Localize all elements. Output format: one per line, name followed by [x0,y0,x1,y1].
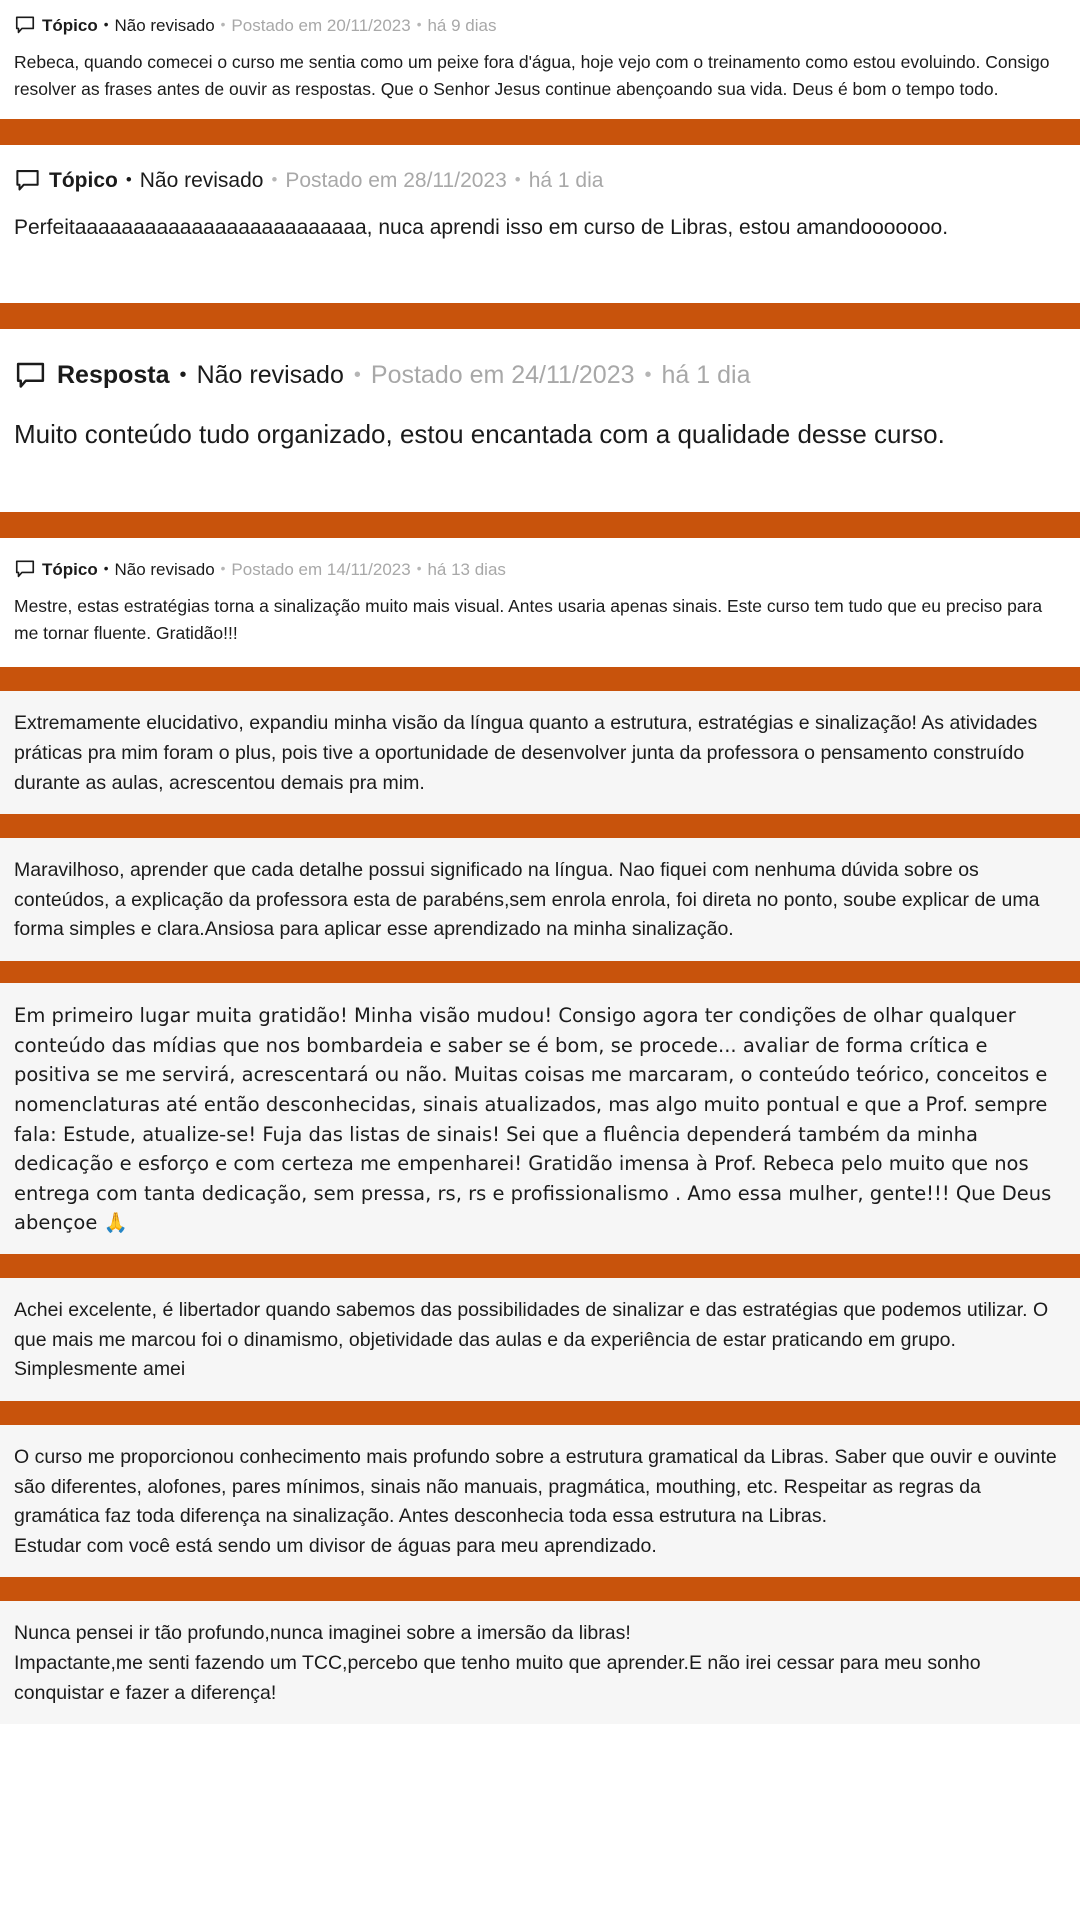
testimonial-item [0,1278,1080,1401]
testimonial-item [0,838,1080,961]
separator-dot: • [353,364,361,387]
testimonial-line: Em primeiro lugar muita gratidão! Minha visão mudou! Consigo agora ter condições de olhar qualquer conteúdo das mídias que nos bombardeia e saber se é bom, se procede... avaliar de forma crítica e positiva se me servirá, acrescentará ou não. Muitas coisas me marcaram, o conteúdo teórico, conceitos e nomenclaturas até então desconhecidas, sinais atualizados, mas algo muito pontual e que a Prof. sempre fala: Estude, atualize-se! Fuja das listas de sinais! Sei que a fluência dependerá também da minha dedicação e esforço e com certeza me empenharei! Gratidão imensa à Prof. Rebeca pelo muito que nos entrega com tanta dedicação, sem pressa, rs, rs e profissionalismo . Amo essa mulher, gente!!! Que Deus abençoe 🙏 [14,1004,1052,1235]
testimonial-line: O curso me proporcionou conhecimento mais profundo sobre a estrutura gramatical da Libras. Saber que ouvir e ouvinte são diferentes, alofones, pares mínimos, sinais não manuais, pragmática, mouthing, etc. Respeitar as regras da gramática faz toda diferença na sinalização. Antes desconhecia toda essa estrutura na Libras. [14,1445,1057,1528]
post-status: Não revisado [114,15,215,35]
divider-band [0,667,1080,691]
post-status: Não revisado [196,360,344,389]
separator-dot: • [220,561,226,577]
testimonial-line: Extremamente elucidativo, expandiu minha visão da língua quanto a estrutura, estratégias e sinalização! As atividades práticas pra mim foram o plus, pois tive a oportunidade de desenvolver junta da professora o pensamento construído durante as aulas, acrescentou demais pra mim. [14,712,1038,794]
separator-dot: • [179,364,187,387]
testimonial-line: Nunca pensei ir tão profundo,nunca imaginei sobre a imersão da libras! [14,1622,631,1645]
post-body: Perfeitaaaaaaaaaaaaaaaaaaaaaaaaa, nuca aprendi isso em curso de Libras, estou amandooooooo. [14,216,949,240]
post-kind: Tópico [42,15,98,35]
post-date: Postado em 28/11/2023 [285,169,507,193]
post-relative-time: há 1 dia [661,360,751,389]
post-date: Postado em 20/11/2023 [231,15,411,35]
post-meta [14,14,1066,36]
divider-band [0,119,1080,145]
post-meta [14,359,1066,392]
post-body: Muito conteúdo tudo organizado, estou encantada com a qualidade desse curso. [14,418,945,449]
separator-dot: • [271,170,278,190]
separator-dot: • [103,561,109,577]
divider-band [0,1401,1080,1425]
post-relative-time: há 1 dia [528,169,604,193]
post-body: Mestre, estas estratégias torna a sinalização muito mais visual. Antes usaria apenas sinais. Este curso tem tudo que eu preciso para me tornar fluente. Gratidão!!! [14,596,1043,644]
testimonial-item [0,1425,1080,1578]
post-relative-time: há 9 dias [427,15,497,35]
post-date: Postado em 24/11/2023 [370,360,635,389]
speech-bubble-icon [14,14,36,36]
post-item [0,329,1080,490]
separator-dot: • [416,17,422,33]
post-kind: Tópico [42,559,98,579]
testimonial-line: Impactante,me senti fazendo um TCC,percebo que tenho muito que aprender.E não irei cessar para meu sonho conquistar e fazer a diferença! [14,1652,981,1704]
separator-dot: • [103,17,109,33]
testimonial-line: Maravilhoso, aprender que cada detalhe possui significado na língua. Nao fiquei com nenhuma dúvida sobre os conteúdos, a explicação da professora esta de parabéns,sem enrola enrola, foi direta no ponto, soube explicar de uma forma simples e clara.Ansiosa para aplicar esse aprendizado na minha sinalização. [14,859,1040,941]
speech-bubble-icon [14,359,47,392]
divider-band [0,512,1080,538]
separator-dot: • [125,170,132,190]
post-item [0,0,1080,119]
separator-dot: • [220,17,226,33]
post-body: Rebeca, quando comecei o curso me sentia como um peixe fora d'água, hoje vejo com o treinamento como estou evoluindo. Consigo resolver as frases antes de ouvir as respostas. Que o Senhor Jesus continue abençoando sua vida. Deus é bom o tempo todo. [14,52,1050,100]
testimonial-item [0,691,1080,814]
speech-bubble-icon [14,558,36,580]
separator-dot: • [644,364,652,387]
separator-dot: • [514,170,521,190]
post-meta [14,167,1066,194]
post-status: Não revisado [139,169,264,193]
post-status: Não revisado [114,559,215,579]
post-relative-time: há 13 dias [427,559,506,579]
post-kind: Resposta [57,360,170,389]
testimonial-item [0,1601,1080,1724]
divider-band [0,814,1080,838]
testimonial-item [0,983,1080,1254]
divider-band [0,1577,1080,1601]
post-item [0,145,1080,269]
post-meta [14,558,1066,580]
testimonial-line: Estudar com você está sendo um divisor de águas para meu aprendizado. [14,1534,657,1557]
divider-band [0,961,1080,983]
divider-band [0,1254,1080,1278]
testimonial-line: Achei excelente, é libertador quando sabemos das possibilidades de sinalizar e das estratégias que podemos utilizar. O que mais me marcou foi o dinamismo, objetividade das aulas e da experiência de estar praticando em grupo. Simplesmente amei [14,1299,1049,1381]
divider-band [0,303,1080,329]
speech-bubble-icon [14,167,41,194]
post-item [0,538,1080,667]
separator-dot: • [416,561,422,577]
post-date: Postado em 14/11/2023 [231,559,411,579]
post-kind: Tópico [49,169,118,193]
